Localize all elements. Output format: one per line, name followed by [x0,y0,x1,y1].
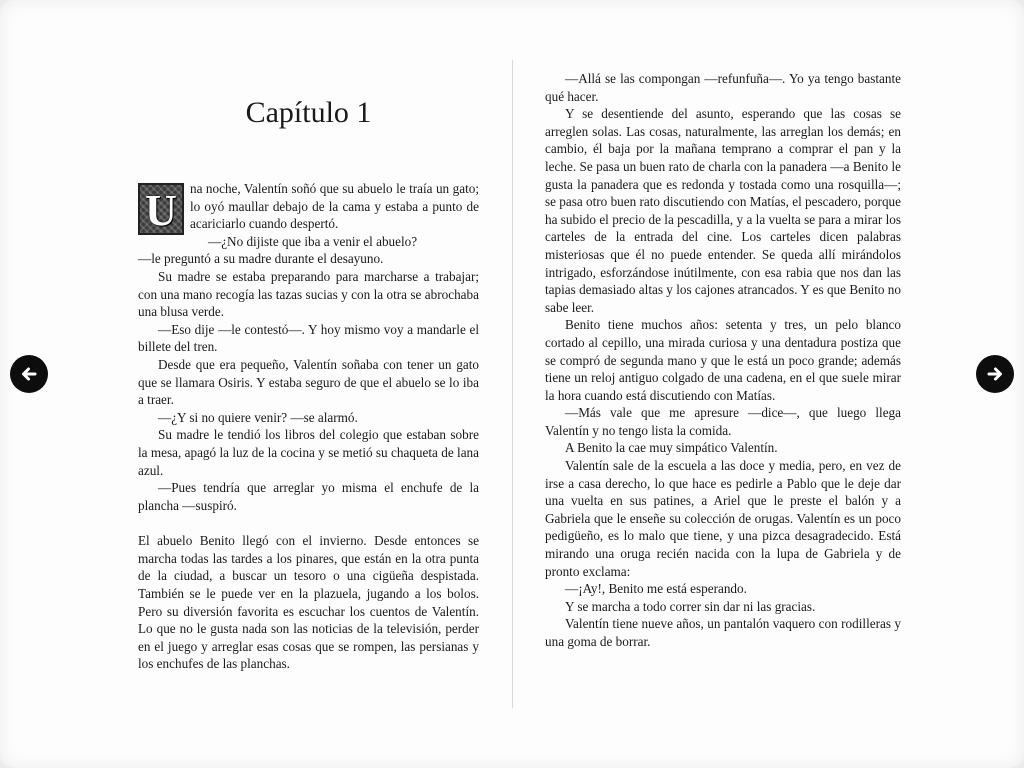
chapter-title: Capítulo 1 [245,96,372,129]
paragraph: —Allá se las compongan —refunfuña—. Yo ya tengo bastante qué hacer. [545,71,901,104]
paragraph: —Más vale que me apresure —dice—, que luego llega Valentín y no tengo lista la comida. [545,405,901,438]
paragraph: —¿Y si no quiere venir? —se alarmó. [158,409,358,425]
paragraph: —¿No dijiste que iba a venir el abuelo? [208,233,418,249]
paragraph: —¡Ay!, Benito me está esperando. [565,581,747,597]
paragraph: Valentín tiene nueve años, un pantalón vaquero con rodilleras y una goma de borrar. [545,616,901,649]
paragraph: —Eso dije —le contestó—. Y hoy mismo voy a mandarle el billete del tren. [138,321,479,355]
paragraph: Su madre le tendió los libros del colegio que estaban sobre la mesa, apagó la luz de la cocina y se metió su chaqueta de lana azul. [138,427,479,478]
paragraph: Desde que era pequeño, Valentín soñaba con tener un gato que se llamara Osiris. Y estaba seguro de que el abuelo se lo iba a traer. [138,356,479,408]
paragraph: —le preguntó a su madre durante el desayuno. [138,251,384,267]
previous-page-button[interactable] [10,355,48,393]
right-page [513,0,1024,768]
paragraph: —Pues tendría que arreglar yo misma el enchufe de la plancha —suspiró. [138,480,479,513]
right-page-text [545,70,901,651]
arrow-left-icon [19,364,39,384]
paragraph: Valentín sale de la escuela a las doce y media, pero, en vez de irse a casa derecho, lo que hace es pedirle a Pablo que le deje dar una vuelta en sus patines, a Ariel que le preste el balón y a Gabriela que le enseñe su colección de orugas. Valentín es un poco pedigüeño, es lo malo que tiene, y una pizca desagradecido. Está mirando una oruga recién nacida con la lupa de Gabriela y de pronto exclama: [545,458,901,579]
left-page-text [138,180,479,673]
paragraph: Y se desentiende del asunto, esperando que las cosas se arreglen solas. Las cosas, naturalmente, las arreglan los demás; en cambio, él baja por la mañana temprano a comprar el pan y la leche. Se pasa un buen rato de charla con la panadera —a Benito le gusta la panadera que es redonda y tostada como una rosquilla—; se pasa otro buen rato discutiendo con Matías, el pescadero, porque ha subido el precio de la pescadilla, y a la vuelta se para a mirar los carteles de la entrada del cine. Los carteles dicen palabras misteriosas que él no puede entender. Se queda allí mirándolos intrigado, esforzándose inútilmente, con esa rabia que nos dan las tapias demasiado altas y los cajones atrancados. Y es que Benito no sabe leer. [545,106,901,315]
paragraph: Benito tiene muchos años: setenta y tres, un pelo blanco cortado al cepillo, una mirada curiosa y una dentadura postiza que se compró de segunda mano y que le está un poco grande; además tiene un reloj antiguo colgado de una cadena, en el que suele mirar la hora cuando está discutiendo con Matías. [545,317,901,403]
arrow-right-icon [985,364,1005,384]
paragraph [138,180,479,233]
section-break [138,514,479,532]
paragraph-text: na noche, Valentín soñó que su abuelo le traía un gato; lo oyó maullar debajo de la cama y estaba a punto de acariciarlo cuando despertó. [190,181,479,232]
paragraph: Y se marcha a todo correr sin dar ni las gracias. [565,598,816,614]
dropcap-ornament [138,183,184,235]
paragraph: Su madre se estaba preparando para marcharse a trabajar; con una mano recogía las tazas sucias y con la otra se abrochaba una blusa verde. [138,268,479,320]
dropcap-letter: U [145,186,177,235]
paragraph: El abuelo Benito llegó con el invierno. Desde entonces se marcha todas las tardes a los pinares, que están en la otra punta de la ciudad, a buscar un tesoro o una cigüeña despistada. También se le puede ver en la plazuela, jugando a los bolos. Pero su diversión favorita es escuchar los cuentos de Valentín. Lo que no le gusta nada son las noticias de la televisión, perder en el juego y arreglar esas cosas que se rompen, las persianas y los enchufes de las planchas. [138,533,479,672]
paragraph: A Benito la cae muy simpático Valentín. [565,440,778,456]
next-page-button[interactable] [976,355,1014,393]
